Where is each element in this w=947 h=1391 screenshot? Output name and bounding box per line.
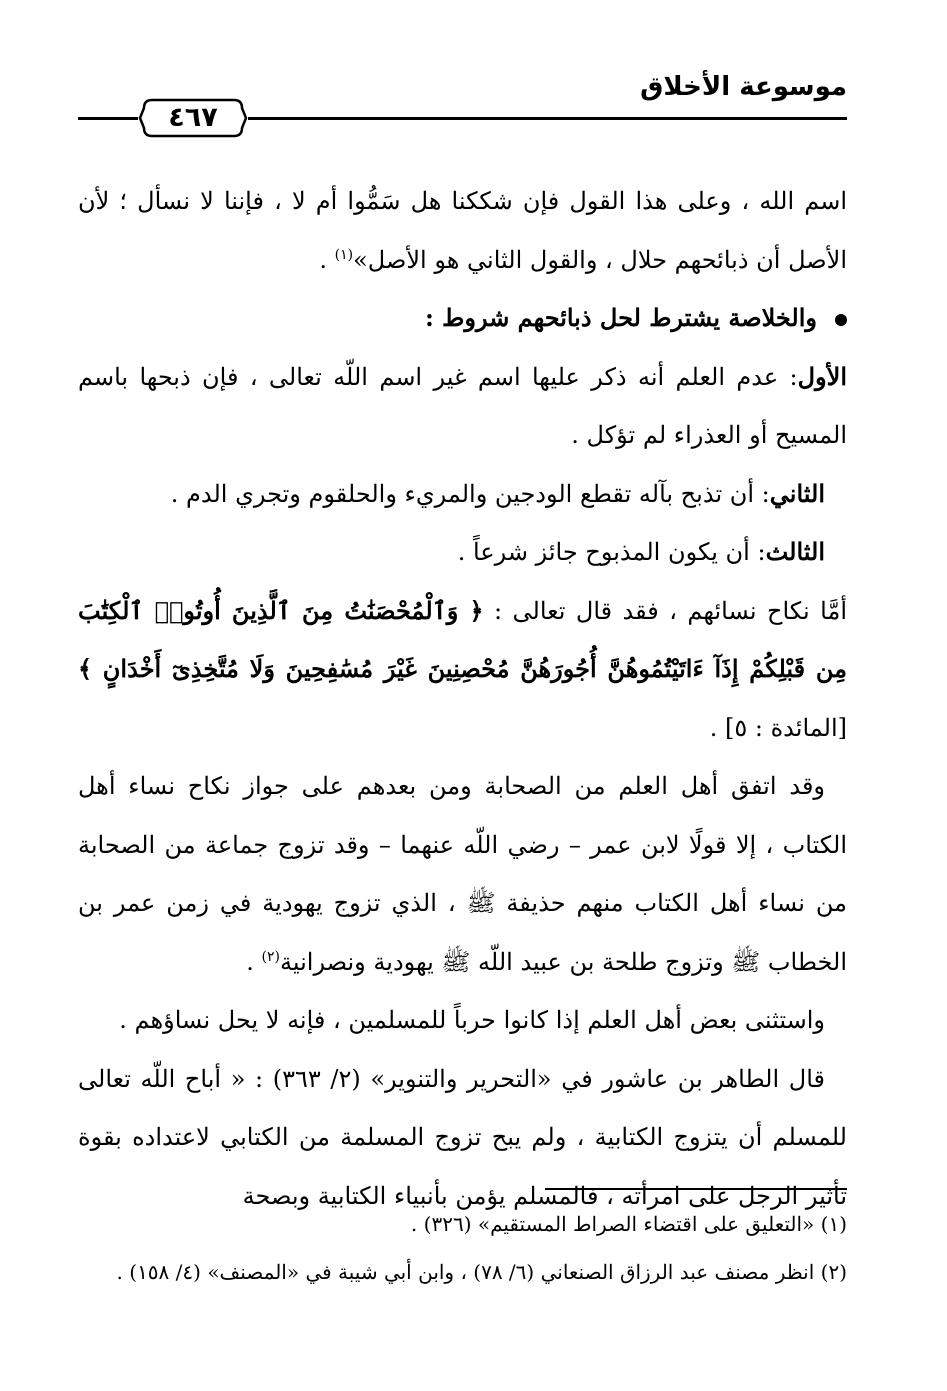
paragraph-text: اسم الله ، وعلى هذا القول فإن شككنا هل سَمُّوا أم لا ، فإننا لا نسأل ؛ لأن الأصل أن ذبائحهم حلال ، والقول الثاني هو الأصل»: [78, 187, 847, 274]
punctuation: .: [246, 947, 262, 976]
footnote-ref-1: (١): [334, 246, 354, 263]
punctuation: .: [319, 245, 335, 274]
condition-text: : أن يكون المذبوح جائز شرعاً .: [457, 538, 766, 566]
condition-second: [78, 465, 847, 524]
footnote-rule: [545, 1188, 847, 1190]
main-text: [78, 172, 847, 1225]
running-header-title: موسوعة الأخلاق: [640, 72, 847, 102]
exception-paragraph: واستثنى بعض أهل العلم إذا كانوا حرباً للمسلمين ، فإنه لا يحل نساؤهم .: [119, 1006, 825, 1034]
paragraph-text: أمَّا نكاح نسائهم ، فقد قال تعالى :: [483, 596, 848, 625]
paragraph-text: وقد اتفق أهل العلم من الصحابة ومن بعدهم على جواز نكاح نساء أهل الكتاب ، إلا قولًا لابن عمر – رضي اللّه عنهما – وقد تزوج جماعة من الصحابة من نساء أهل الكتاب منهم حذيفة ﷺ ، الذي تزوج يهودية في زمن عمر بن الخطاب ﷺ وتزوج طلحة بن عبيد اللّه ﷺ يهودية ونصرانية: [78, 772, 847, 976]
footnotes: [78, 1200, 847, 1296]
summary-bullet: [78, 289, 847, 348]
quran-verse: ﴿ وَٱلْمُحْصَنَٰتُ مِنَ ٱلَّذِينَ أُوتُوا۟ ٱلْكِتَٰبَ مِن قَبْلِكُمْ إِذَآ ءَاتَيْتُمُوهُنَّ أُجُورَهُنَّ مُحْصِنِينَ غَيْرَ مُسَٰفِحِينَ وَلَا مُتَّخِذِىٓ أَخْدَانٍ ﴾: [78, 595, 847, 683]
condition-label: الأول: [797, 361, 847, 391]
quote-paragraph: قال الطاهر بن عاشور في «التحرير والتنوير» (٢/ ٣٦٣) : « أباح اللّه تعالى للمسلم أن يتزوج الكتابية ، ولم يبح تزوج المسلمة من الكتابي لاعتداده بقوة تأثير الرجل على امرأته ، فالمسلم يؤمن بأنبياء الكتابية وبصحة: [78, 1064, 847, 1210]
paragraph-quote-end: [78, 172, 847, 289]
condition-text: : عدم العلم أنه ذكر عليها اسم غير اسم اللّه تعالى ، فإن ذبحها باسم المسيح أو العذراء لم تؤكل .: [78, 362, 847, 449]
consensus-paragraph: [78, 757, 847, 991]
verse-reference: [المائدة : ٥] .: [709, 713, 847, 742]
header-rule-left: [78, 117, 138, 120]
page-number: ٤٦٧: [168, 102, 218, 133]
footnote-ref-2: (٢): [261, 948, 280, 965]
footnote-1: (١) «التعليق على اقتضاء الصراط المستقيم» (٣٢٦) .: [410, 1212, 847, 1236]
marriage-paragraph: [78, 582, 847, 758]
bullet-icon: [835, 314, 847, 326]
condition-text: : أن تذبح بآله تقطع الودجين والمريء والحلقوم وتجري الدم .: [170, 479, 770, 508]
condition-label: الثالث: [765, 537, 825, 566]
condition-label: الثاني: [769, 478, 825, 508]
condition-third: [78, 523, 847, 582]
summary-heading: والخلاصة يشترط لحل ذبائحهم شروط :: [424, 303, 817, 332]
header-rule: [248, 117, 847, 120]
footnote-2: (٢) انظر مصنف عبد الرزاق الصنعاني (٦/ ٧٨) ، وابن أبي شيبة في «المصنف» (٤/ ١٥٨) .: [116, 1260, 847, 1284]
condition-first: [78, 348, 847, 465]
